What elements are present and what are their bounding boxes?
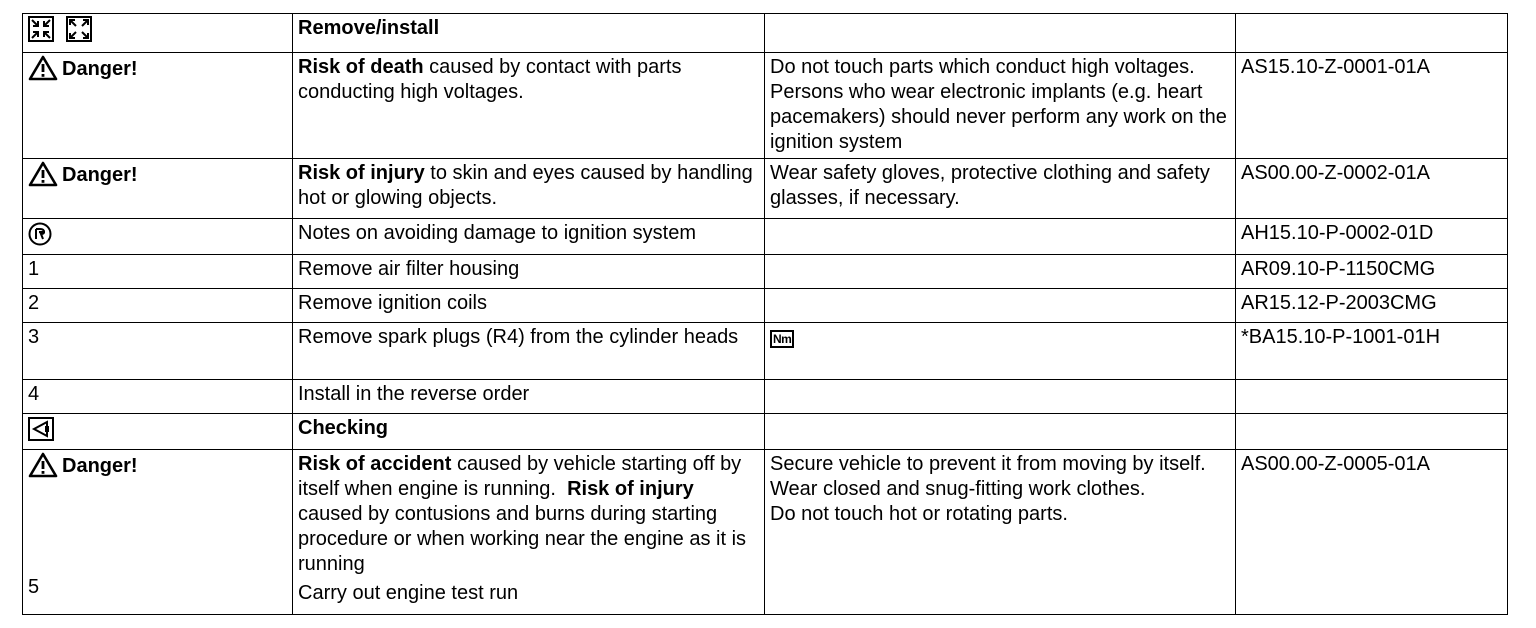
document-reference[interactable]: AH15.10-P-0002-01D <box>1236 219 1508 255</box>
document-reference[interactable]: AR09.10-P-1150CMG <box>1236 255 1508 289</box>
section-row-remove-install <box>23 14 1508 53</box>
note-pointing-hand-icon <box>28 222 52 246</box>
remove-icon <box>28 16 54 42</box>
remove-install-icons-cell <box>23 14 293 53</box>
step-row <box>23 380 1508 414</box>
step-row <box>23 289 1508 323</box>
danger-label: Danger! <box>62 164 138 187</box>
step-text: Remove ignition coils <box>293 289 765 323</box>
document-reference[interactable]: AS00.00-Z-0002-01A <box>1236 159 1508 219</box>
danger-row <box>23 159 1508 219</box>
step-text: Remove air filter housing <box>293 255 765 289</box>
step-number: 4 <box>23 380 293 414</box>
step-text: Remove spark plugs (R4) from the cylinder heads <box>293 323 765 380</box>
step-row <box>23 255 1508 289</box>
step-number: 5 <box>28 576 40 599</box>
danger-label: Danger! <box>62 455 138 478</box>
warning-triangle-icon <box>28 161 58 187</box>
step-number: 2 <box>23 289 293 323</box>
install-icon <box>66 16 92 42</box>
document-reference[interactable]: AS15.10-Z-0001-01A <box>1236 53 1508 159</box>
document-reference[interactable]: AS00.00-Z-0005-01A <box>1236 450 1508 615</box>
warning-triangle-icon <box>28 55 58 81</box>
step-row <box>23 323 1508 380</box>
procedure-table <box>22 13 1508 615</box>
danger-label: Danger! <box>62 58 138 81</box>
step-text: Carry out engine test run <box>298 582 519 604</box>
danger-row <box>23 450 1508 615</box>
document-reference[interactable]: AR15.12-P-2003CMG <box>1236 289 1508 323</box>
checking-icon <box>28 417 54 441</box>
section-row-checking <box>23 414 1508 450</box>
risk-text: Risk of injury to skin and eyes caused by handling hot or glowing objects. <box>293 159 765 219</box>
measure-text: Do not touch parts which conduct high voltages. Persons who wear electronic implants (e.g. heart pacemakers) should never perform any work on the ignition system <box>765 53 1236 159</box>
risk-text: Risk of death caused by contact with parts conducting high voltages. <box>293 53 765 159</box>
step-number: 1 <box>23 255 293 289</box>
document-reference[interactable]: *BA15.10-P-1001-01H <box>1236 323 1508 380</box>
note-text: Notes on avoiding damage to ignition system <box>293 219 765 255</box>
step-text: Install in the reverse order <box>293 380 765 414</box>
step-number: 3 <box>23 323 293 380</box>
danger-row <box>23 53 1508 159</box>
section-title: Checking <box>293 414 765 450</box>
torque-nm-icon[interactable]: Nm <box>770 330 794 348</box>
section-title: Remove/install <box>293 14 765 53</box>
note-row <box>23 219 1508 255</box>
risk-text: Risk of accident caused by vehicle starting off by itself when engine is running. Risk of injury caused by contusions and burns during starting procedure or when working near the engine as it is running Carry out engine test run <box>293 450 765 615</box>
measure-text: Wear safety gloves, protective clothing and safety glasses, if necessary. <box>765 159 1236 219</box>
measure-text: Secure vehicle to prevent it from moving by itself. Wear closed and snug-fitting work clothes. Do not touch hot or rotating parts. <box>765 450 1236 615</box>
warning-triangle-icon <box>28 452 58 478</box>
